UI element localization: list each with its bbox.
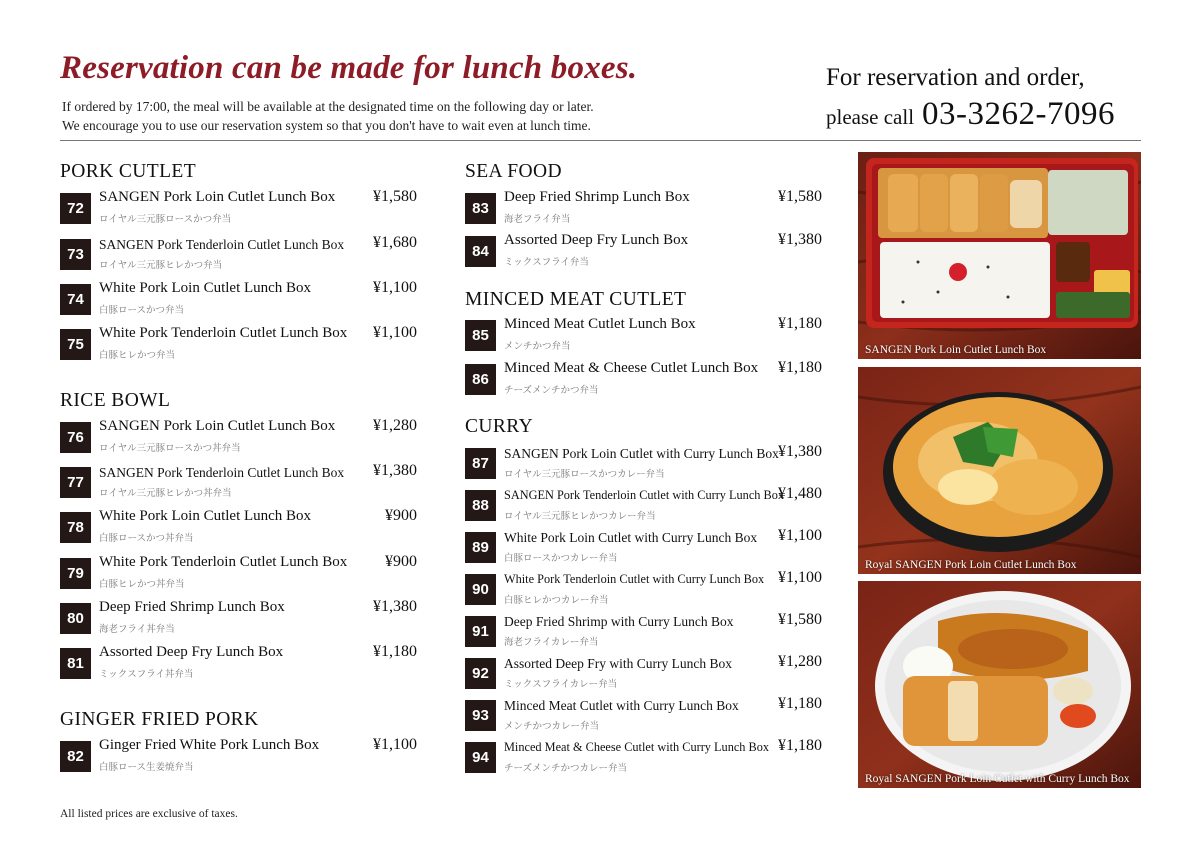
- item-price: ¥1,100: [778, 569, 822, 586]
- item-name: Ginger Fried White Pork Lunch Box: [99, 737, 320, 753]
- section-title-sea-food: SEA FOOD: [465, 161, 562, 182]
- tax-footnote: All listed prices are exclusive of taxes.: [60, 808, 238, 820]
- photo-caption: Royal SANGEN Pork Loin Cutlet with Curry Lunch Box: [865, 773, 1130, 785]
- curry-box-illustration: [858, 581, 1141, 788]
- item-number: 81: [60, 648, 91, 679]
- bento-box-illustration: [858, 152, 1141, 359]
- item-name-jp: メンチかつ弁当: [504, 341, 571, 352]
- item-number: 89: [465, 532, 496, 563]
- item-name: SANGEN Pork Tenderloin Cutlet with Curry Lunch Box: [504, 488, 785, 502]
- item-name-jp: 白豚ロース生姜焼弁当: [99, 762, 194, 773]
- item-name: SANGEN Pork Loin Cutlet with Curry Lunch Box: [504, 446, 779, 461]
- item-number: 74: [60, 284, 91, 315]
- item-name-jp: ロイヤル三元豚ヒレかつカレー弁当: [504, 511, 656, 522]
- item-price: ¥1,580: [778, 188, 822, 205]
- item-price: ¥900: [385, 553, 417, 570]
- section-title-ginger-fried-pork: GINGER FRIED PORK: [60, 709, 259, 730]
- item-name: Deep Fried Shrimp Lunch Box: [99, 599, 285, 615]
- item-name-jp: チーズメンチかつカレー弁当: [504, 763, 628, 774]
- item-price: ¥1,480: [778, 485, 822, 502]
- item-name: Minced Meat Cutlet with Curry Lunch Box: [504, 698, 739, 713]
- item-name-jp: ロイヤル三元豚ロースかつカレー弁当: [504, 469, 665, 480]
- section-title-minced-meat-cutlet: MINCED MEAT CUTLET: [465, 289, 687, 310]
- item-number: 94: [465, 742, 496, 773]
- item-name-jp: 白豚ヒレかつカレー弁当: [504, 595, 609, 606]
- item-name-jp: 海老フライ弁当: [504, 214, 571, 225]
- menu-item[interactable]: [465, 737, 822, 776]
- item-price: ¥1,280: [778, 653, 822, 670]
- section-title-pork-cutlet: PORK CUTLET: [60, 161, 197, 182]
- menu-item[interactable]: [60, 507, 417, 546]
- item-number: 84: [465, 236, 496, 267]
- item-price: ¥1,180: [778, 737, 822, 754]
- item-price: ¥1,180: [373, 643, 417, 660]
- photo-rice-bowl: [858, 367, 1141, 574]
- item-name: White Pork Loin Cutlet Lunch Box: [99, 280, 312, 296]
- menu-item[interactable]: [60, 598, 417, 637]
- item-name: White Pork Loin Cutlet with Curry Lunch Box: [504, 530, 758, 545]
- menu-item[interactable]: [465, 695, 822, 734]
- item-name: Assorted Deep Fry Lunch Box: [504, 232, 689, 248]
- menu-item[interactable]: [60, 736, 417, 775]
- menu-item[interactable]: [60, 462, 417, 501]
- item-name-jp: ミックスフライカレー弁当: [504, 679, 618, 690]
- item-number: 88: [465, 490, 496, 521]
- menu-item[interactable]: [60, 553, 417, 592]
- photo-bento-box: [858, 152, 1141, 359]
- order-deadline-note: If ordered by 17:00, the meal will be available at the designated time on the following day or later.: [62, 99, 594, 114]
- item-number: 85: [465, 320, 496, 351]
- call-label: please call: [826, 105, 915, 129]
- section-title-rice-bowl: RICE BOWL: [60, 390, 171, 411]
- item-price: ¥1,100: [373, 736, 417, 753]
- item-name-jp: 白豚ヒレかつ弁当: [99, 350, 176, 361]
- phone-number[interactable]: 03-3262-7096: [922, 96, 1116, 132]
- item-name-jp: チーズメンチかつ弁当: [504, 385, 599, 396]
- item-number: 79: [60, 558, 91, 589]
- menu-item[interactable]: [465, 188, 822, 227]
- menu-item[interactable]: [465, 527, 822, 566]
- item-name-jp: ロイヤル三元豚ロースかつ丼弁当: [99, 443, 241, 454]
- item-name-jp: ロイヤル三元豚ヒレかつ丼弁当: [99, 488, 232, 499]
- item-name-jp: 白豚ロースかつカレー弁当: [504, 553, 618, 564]
- item-price: ¥1,380: [778, 231, 822, 248]
- page-title: Reservation can be made for lunch boxes.: [60, 50, 638, 86]
- item-name-jp: 白豚ロースかつ丼弁当: [99, 533, 194, 544]
- item-name-jp: メンチかつカレー弁当: [504, 721, 600, 732]
- item-name: Minced Meat & Cheese Cutlet Lunch Box: [504, 360, 759, 376]
- menu-item[interactable]: [465, 359, 822, 398]
- item-name: SANGEN Pork Loin Cutlet Lunch Box: [99, 189, 336, 205]
- item-price: ¥1,280: [373, 417, 417, 434]
- phone-line: [826, 96, 1115, 133]
- section-title-curry: CURRY: [465, 416, 534, 437]
- item-name-jp: ミックスフライ弁当: [504, 257, 589, 268]
- item-price: ¥900: [385, 507, 417, 524]
- reservation-prompt: For reservation and order,: [826, 64, 1085, 91]
- item-price: ¥1,100: [778, 527, 822, 544]
- item-number: 82: [60, 741, 91, 772]
- item-price: ¥1,580: [778, 611, 822, 628]
- reservation-encouragement-note: We encourage you to use our reservation system so that you don't have to wait even at lunch time.: [62, 118, 591, 133]
- item-number: 75: [60, 329, 91, 360]
- item-price: ¥1,680: [373, 234, 417, 251]
- menu-item[interactable]: [465, 231, 822, 270]
- item-name-jp: 白豚ロースかつ弁当: [99, 305, 185, 316]
- item-number: 80: [60, 603, 91, 634]
- item-name: Assorted Deep Fry Lunch Box: [99, 644, 284, 660]
- item-name: White Pork Tenderloin Cutlet Lunch Box: [99, 325, 348, 341]
- item-name: SANGEN Pork Tenderloin Cutlet Lunch Box: [99, 237, 345, 252]
- photo-caption: SANGEN Pork Loin Cutlet Lunch Box: [865, 344, 1047, 356]
- menu-item[interactable]: [465, 443, 822, 482]
- item-price: ¥1,380: [373, 462, 417, 479]
- menu-item[interactable]: [465, 653, 822, 692]
- item-number: 86: [465, 364, 496, 395]
- item-price: ¥1,100: [373, 324, 417, 341]
- item-name: Minced Meat Cutlet Lunch Box: [504, 316, 696, 332]
- item-number: 76: [60, 422, 91, 453]
- item-name-jp: 白豚ヒレかつ丼弁当: [99, 579, 185, 590]
- item-number: 92: [465, 658, 496, 689]
- item-price: ¥1,180: [778, 695, 822, 712]
- item-price: ¥1,100: [373, 279, 417, 296]
- item-name-jp: ロイヤル三元豚ロースかつ弁当: [99, 214, 232, 225]
- item-name-jp: 海老フライ丼弁当: [99, 624, 175, 635]
- item-price: ¥1,580: [373, 188, 417, 205]
- item-name: SANGEN Pork Loin Cutlet Lunch Box: [99, 418, 336, 434]
- item-name-jp: ロイヤル三元豚ヒレかつ弁当: [99, 260, 223, 271]
- item-name: Minced Meat & Cheese Cutlet with Curry Lunch Box: [504, 740, 770, 754]
- item-number: 91: [465, 616, 496, 647]
- menu-item[interactable]: [60, 324, 417, 363]
- photo-caption: Royal SANGEN Pork Loin Cutlet Lunch Box: [865, 559, 1077, 571]
- menu-item[interactable]: [60, 234, 417, 273]
- item-number: 83: [465, 193, 496, 224]
- rice-bowl-illustration: [858, 367, 1141, 574]
- item-name: Deep Fried Shrimp Lunch Box: [504, 189, 690, 205]
- menu-item[interactable]: [60, 279, 417, 318]
- item-name: Assorted Deep Fry with Curry Lunch Box: [504, 656, 732, 671]
- item-number: 87: [465, 448, 496, 479]
- item-name-jp: ミックスフライ丼弁当: [99, 669, 194, 680]
- item-number: 93: [465, 700, 496, 731]
- menu-item[interactable]: [465, 611, 822, 650]
- item-price: ¥1,380: [373, 598, 417, 615]
- item-name: Deep Fried Shrimp with Curry Lunch Box: [504, 614, 734, 629]
- header-divider: [60, 140, 1141, 141]
- item-name: White Pork Tenderloin Cutlet Lunch Box: [99, 554, 348, 570]
- item-name-jp: 海老フライカレー弁当: [504, 637, 599, 648]
- menu-item[interactable]: [465, 485, 822, 524]
- photo-curry-box: [858, 581, 1141, 788]
- menu-item[interactable]: [465, 569, 822, 608]
- item-name: SANGEN Pork Tenderloin Cutlet Lunch Box: [99, 465, 345, 480]
- menu-item[interactable]: [60, 643, 417, 682]
- item-price: ¥1,180: [778, 359, 822, 376]
- menu-item[interactable]: [60, 188, 417, 227]
- item-number: 72: [60, 193, 91, 224]
- item-name: White Pork Tenderloin Cutlet with Curry Lunch Box: [504, 572, 765, 586]
- item-number: 90: [465, 574, 496, 605]
- item-price: ¥1,380: [778, 443, 822, 460]
- item-number: 77: [60, 467, 91, 498]
- item-name: White Pork Loin Cutlet Lunch Box: [99, 508, 312, 524]
- menu-item[interactable]: [60, 417, 417, 456]
- item-number: 73: [60, 239, 91, 270]
- item-price: ¥1,180: [778, 315, 822, 332]
- item-number: 78: [60, 512, 91, 543]
- menu-item[interactable]: [465, 315, 822, 354]
